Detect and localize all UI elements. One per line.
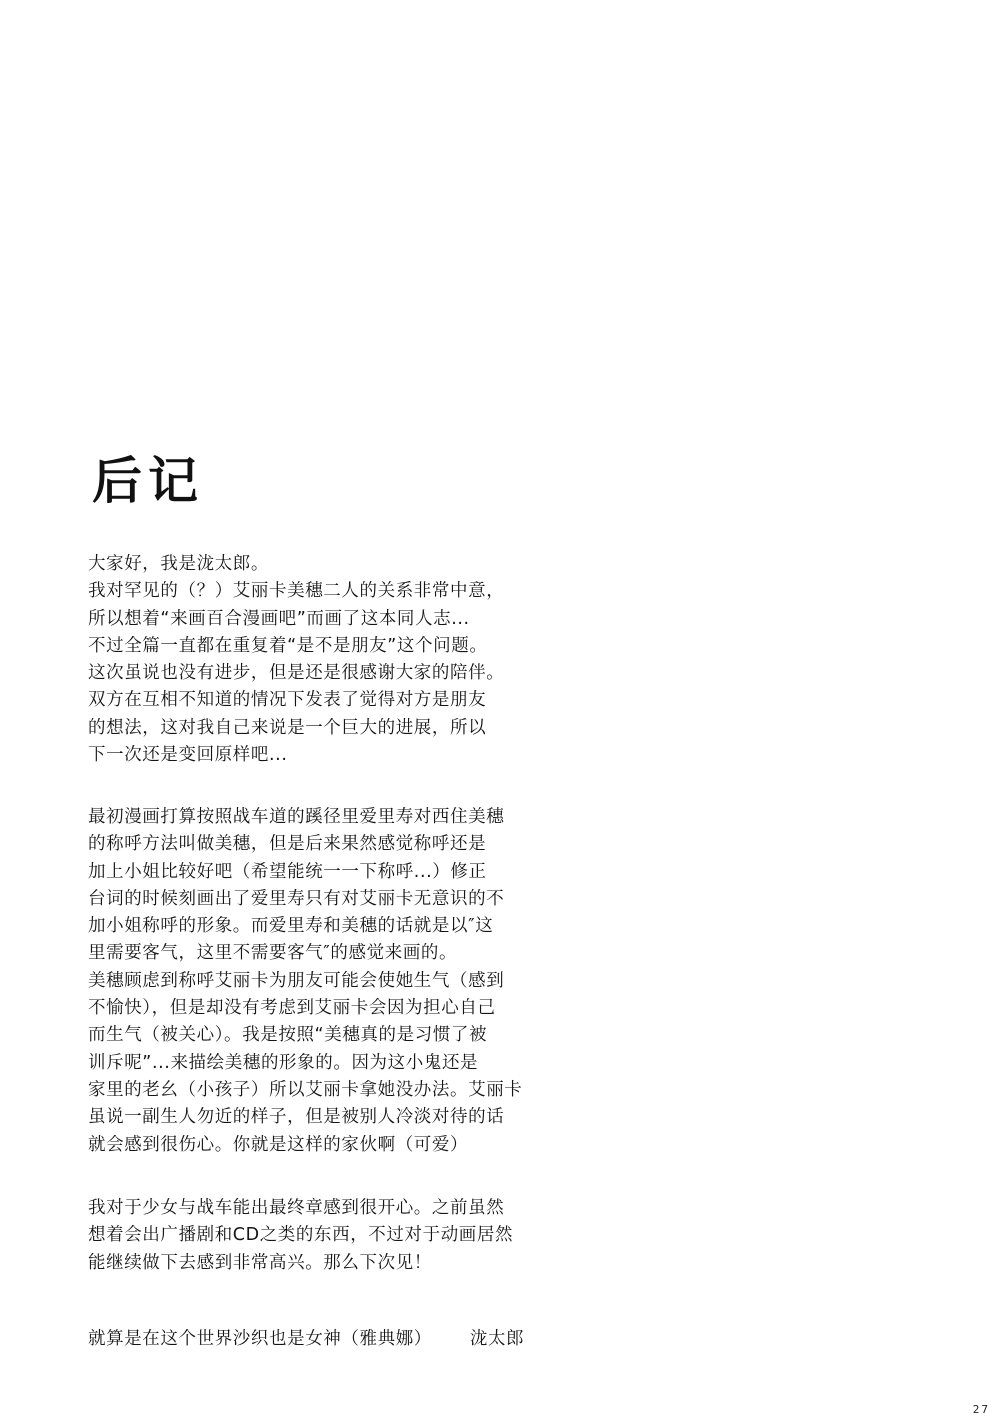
text-line: 而生气（被关心）。我是按照“美穗真的是习惯了被 xyxy=(88,1025,488,1046)
signoff-text: 就算是在这个世界沙织也是女神（雅典娜） xyxy=(88,1329,432,1349)
text-line: 加小姐称呼的形象。而爱里寿和美穗的话就是以″这 xyxy=(88,916,494,937)
text-line: 不过全篇一直都在重复着“是不是朋友”这个问题。 xyxy=(88,635,488,656)
text-line: 下一次还是变回原样吧... xyxy=(88,745,288,766)
text-line: 不愉快），但是却没有考虑到艾丽卡会因为担心自己 xyxy=(88,998,496,1019)
page-title: 后记 xyxy=(92,452,204,510)
afterword-paragraph-1 xyxy=(88,551,504,769)
text-line: 虽说一副生人勿近的样子，但是被别人冷淡对待的话 xyxy=(88,1107,505,1128)
signoff xyxy=(88,1326,524,1353)
text-line: 家里的老幺（小孩子）所以艾丽卡拿她没办法。艾丽卡 xyxy=(88,1079,523,1100)
text-line: 的想法，这对我自己来说是一个巨大的进展，所以 xyxy=(88,717,487,738)
text-line: 训斥呢”...来描绘美穗的形象的。因为这小鬼还是 xyxy=(88,1052,479,1073)
text-line: 的称呼方法叫做美穗，但是后来果然感觉称呼还是 xyxy=(88,834,487,855)
text-line: 能继续做下去感到非常高兴。那么下次见！ xyxy=(88,1252,432,1273)
text-line: 加上小姐比较好吧（希望能统一一下称呼...）修正 xyxy=(88,861,487,882)
text-line: 里需要客气，这里不需要客气″的感觉来画的。 xyxy=(88,943,458,964)
text-line: 就会感到很伤心。你就是这样的家伙啊（可爱） xyxy=(88,1134,469,1155)
author-name: 泷太郎 xyxy=(469,1329,525,1349)
afterword-paragraph-3 xyxy=(88,1195,513,1277)
text-line: 美穗顾虑到称呼艾丽卡为朋友可能会使她生气（感到 xyxy=(88,970,505,991)
afterword-paragraph-2 xyxy=(88,804,522,1159)
page-number: 27 xyxy=(972,1403,990,1416)
text-line: 最初漫画打算按照战车道的蹊径里爱里寿对西住美穗 xyxy=(88,807,505,827)
text-line: 这次虽说也没有进步，但是还是很感谢大家的陪伴。 xyxy=(88,663,505,684)
text-line: 想着会出广播剧和CD之类的东西，不过对于动画居然 xyxy=(88,1225,514,1246)
text-line: 大家好，我是泷太郎。 xyxy=(88,554,269,574)
text-line: 我对罕见的（？）艾丽卡美穗二人的关系非常中意， xyxy=(88,581,505,602)
text-line: 台词的时候刻画出了爱里寿只有对艾丽卡无意识的不 xyxy=(88,888,505,909)
text-line: 所以想着“来画百合漫画吧”而画了这本同人志... xyxy=(88,608,470,629)
text-line: 双方在互相不知道的情况下发表了觉得对方是朋友 xyxy=(88,690,487,711)
text-line: 我对于少女与战车能出最终章感到很开心。之前虽然 xyxy=(88,1198,505,1218)
